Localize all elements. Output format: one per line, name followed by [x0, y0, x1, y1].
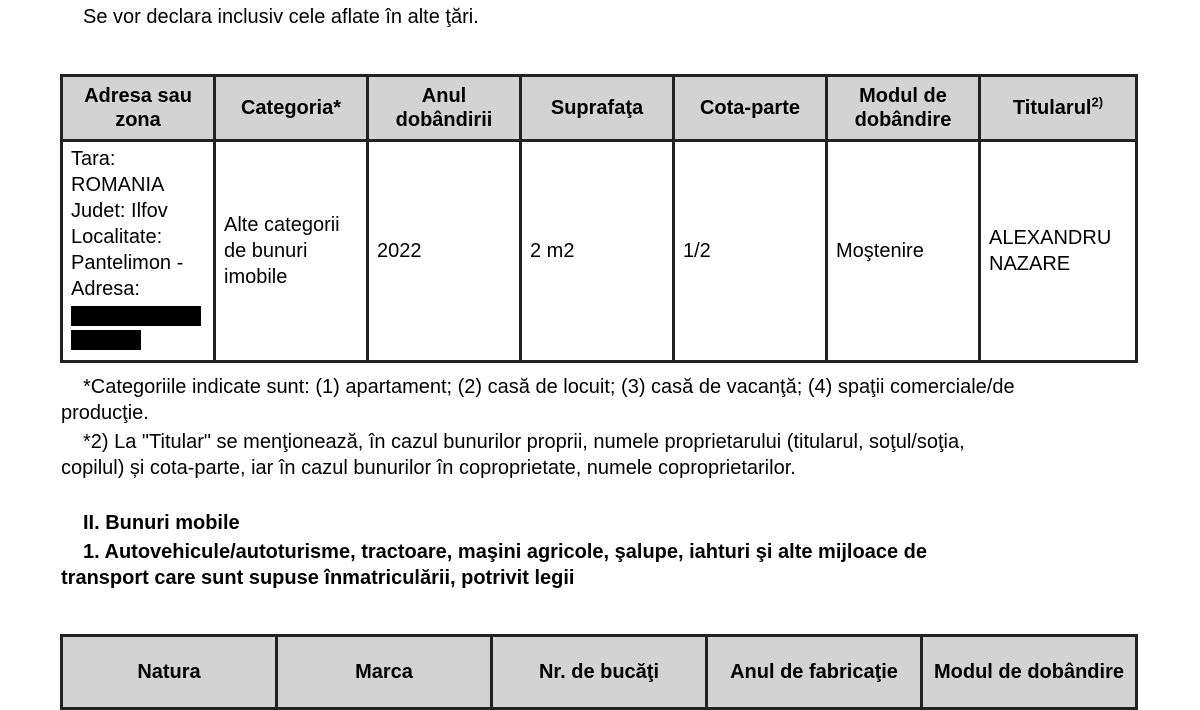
vehicles-table — [60, 634, 1138, 710]
cell-share: 1/2 — [674, 141, 827, 362]
footnote-categories-cont: producţie. — [61, 402, 149, 424]
header-holder — [980, 76, 1137, 141]
header-acquisition-mode: Modul de dobândire — [922, 636, 1137, 709]
table-row — [62, 141, 1137, 362]
section-heading: II. Bunuri mobile — [83, 512, 240, 534]
address-line: Adresa: — [71, 278, 140, 300]
cell-year: 2022 — [368, 141, 521, 362]
address-line: Tara: — [71, 148, 116, 170]
intro-line: Se vor declara inclusiv cele aflate în alte ţări. — [83, 6, 479, 28]
cell-holder: ALEXANDRU NAZARE — [980, 141, 1137, 362]
header-mode: Modul de dobândire — [827, 76, 980, 141]
header-count: Nr. de bucăţi — [492, 636, 707, 709]
address-line: Pantelimon - — [71, 252, 184, 274]
header-area: Suprafaţa — [521, 76, 674, 141]
header-category: Categoria* — [215, 76, 368, 141]
header-holder-sup: 2) — [1091, 94, 1104, 110]
footnote-categories: *Categoriile indicate sunt: (1) apartament; (2) casă de locuit; (3) casă de vacanţă; (4) spaţii comerciale/de — [83, 376, 1015, 398]
redaction-bar — [71, 330, 141, 350]
header-manufacture-year: Anul de fabricaţie — [707, 636, 922, 709]
subsection-heading: 1. Autovehicule/autoturisme, tractoare, maşini agricole, şalupe, iahturi şi alte mijloace de — [83, 541, 927, 563]
cell-address — [62, 141, 215, 362]
redaction-bar — [71, 306, 201, 326]
cell-mode: Moştenire — [827, 141, 980, 362]
cell-area: 2 m2 — [521, 141, 674, 362]
table-header-row — [62, 76, 1137, 141]
header-holder-label: Titularul — [1012, 97, 1092, 119]
header-brand: Marca — [277, 636, 492, 709]
footnote-holder: *2) La "Titular" se menţionează, în cazul bunurilor proprii, numele proprietarului (titularul, soţul/soţia, — [83, 431, 965, 453]
header-share: Cota-parte — [674, 76, 827, 141]
header-nature: Natura — [62, 636, 277, 709]
table-header-row — [62, 636, 1137, 709]
header-year: Anul dobândirii — [368, 76, 521, 141]
header-address: Adresa sau zona — [62, 76, 215, 141]
cell-category: Alte categorii de bunuri imobile — [215, 141, 368, 362]
real-estate-table — [60, 74, 1138, 363]
footnote-holder-cont: copilul) și cota-parte, iar în cazul bunurilor în coproprietate, numele coproprietarilor. — [61, 457, 796, 479]
address-line: Judet: Ilfov — [71, 200, 168, 222]
address-line: ROMANIA — [71, 174, 165, 196]
subsection-heading-cont: transport care sunt supuse înmatriculării, potrivit legii — [61, 567, 575, 589]
address-line: Localitate: — [71, 226, 163, 248]
